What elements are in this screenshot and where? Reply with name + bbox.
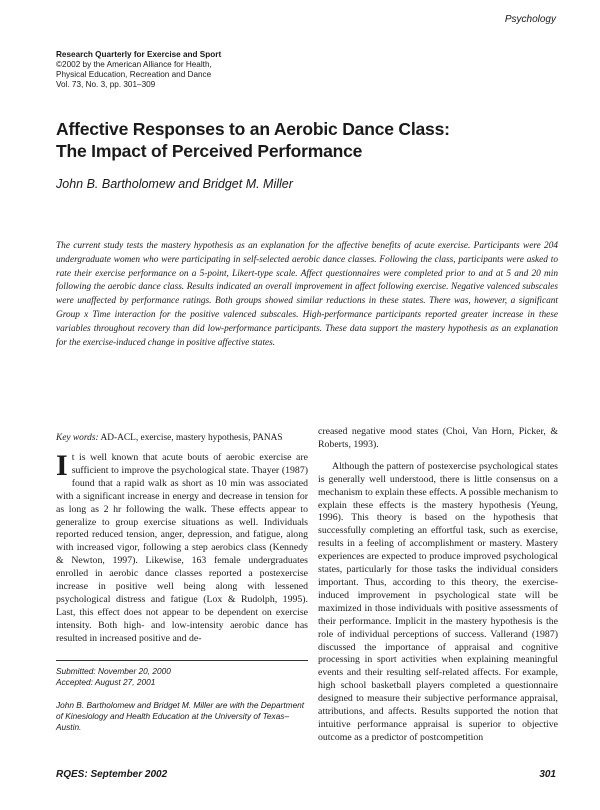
footer-journal: RQES: September 2002 [56, 769, 168, 780]
drop-cap: I [56, 449, 68, 482]
continued-paragraph: creased negative mood states (Choi, Van Horn, Picker, & Roberts, 1993). [318, 426, 558, 450]
submission-dates [56, 666, 316, 688]
article-title [56, 118, 556, 162]
section-label: Psychology [504, 14, 556, 25]
submitted-date: Submitted: November 20, 2000 [56, 666, 171, 676]
journal-volume: Vol. 73, No. 3, pp. 301–309 [56, 80, 156, 89]
body-column-right [318, 426, 558, 745]
title-line-2: The Impact of Perceived Performance [56, 141, 363, 161]
keywords-list: AD-ACL, exercise, mastery hypothesis, PANAS [98, 433, 283, 443]
footnote-divider [56, 660, 308, 661]
intro-paragraph: t is well known that acute bouts of aerobic exercise are sufficient to improve the psychological state. Thayer (1987) found that a rapid walk as short as 10 min was associated with a significant increase in energy and decrease in tension for as long as 2 hr following the walk. These effects appear to generalize to group exercise situations as well. Individuals reported reduced tension, anger, depression, and fatigue, along with increased vigor, following a step aerobics class (Kennedy & Newton, 1997). Likewise, 163 female undergraduates enrolled in aerobic dance classes reported a postexercise increase in positive well being along with lessened psychological distress and fatigue (Lox & Rudolph, 1995). Last, this effect does not appear to be dependent on exercise intensity. Both high- and low-intensity aerobic dance has resulted in increased positive and de- [56, 452, 308, 644]
author-affiliation: John B. Bartholomew and Bridget M. Miller are with the Department of Kinesiology and Health Education at the University of Texas–Austin. [56, 700, 305, 732]
accepted-date: Accepted: August 27, 2001 [56, 677, 156, 687]
body-column-left [56, 449, 308, 646]
mastery-paragraph: Although the pattern of postexercise psychological states is generally well understood, there is little consensus on a mechanism to explain these effects. A possible mechanism to explain these effects is the mastery hypothesis (Yeung, 1996). This theory is based on the hypothesis that successfully completing an effortful task, such as exercise, results in a feeling of accomplishment or mastery. Mastery experiences are expected to produce improved psychological states, particularly for those tasks the individual considers important. Thus, according to this theory, the exercise-induced improvement in psychological state will be maximized in those individuals with positive assessments of their performance. Implicit in the mastery hypothesis is the role of individual perceptions of success. Vallerand (1987) discussed the importance of appraisal and cognitive processing in sport activities when explaining meaningful events and their resulting self-related affects. For example, high school basketball players completed a questionnaire designed to measure their subjective performance appraisal, attributions, and affects. Results supported the notion that intuitive performance appraisal is superior to objective outcome as a predictor of postcompetition [318, 460, 558, 743]
authors: John B. Bartholomew and Bridget M. Miller [56, 177, 293, 191]
journal-publisher: Physical Education, Recreation and Dance [56, 70, 212, 79]
abstract: The current study tests the mastery hypothesis as an explanation for the affective benefits of acute exercise. Participants were 204 undergraduate women who were participating in self-selected aerobic dance classes. Following the class, participants were asked to rate their exercise performance on a 5-point, Likert-type scale. Affect questionnaires were completed prior to and at 5 and 20 min following the aerobic dance class. Results indicated an overall improvement in affect following exercise. Negative valenced subscales were unaffected by performance ratings. Both groups showed similar reductions in these states. There was, however, a significant Group x Time interaction for the positive valenced subscales. High-performance participants reported greater increase in these variables throughout recovery than did low-performance participants. These data support the mastery hypothesis as an explanation for the exercise-induced change in positive affective states. [56, 241, 558, 348]
journal-copyright: ©2002 by the American Alliance for Health, [56, 60, 212, 69]
title-line-1: Affective Responses to an Aerobic Dance Class: [56, 119, 450, 139]
page-number: 301 [539, 769, 556, 780]
journal-name: Research Quarterly for Exercise and Sport [56, 50, 222, 59]
keywords [56, 432, 308, 444]
keywords-label: Key words: [56, 433, 99, 443]
journal-info [56, 50, 356, 90]
